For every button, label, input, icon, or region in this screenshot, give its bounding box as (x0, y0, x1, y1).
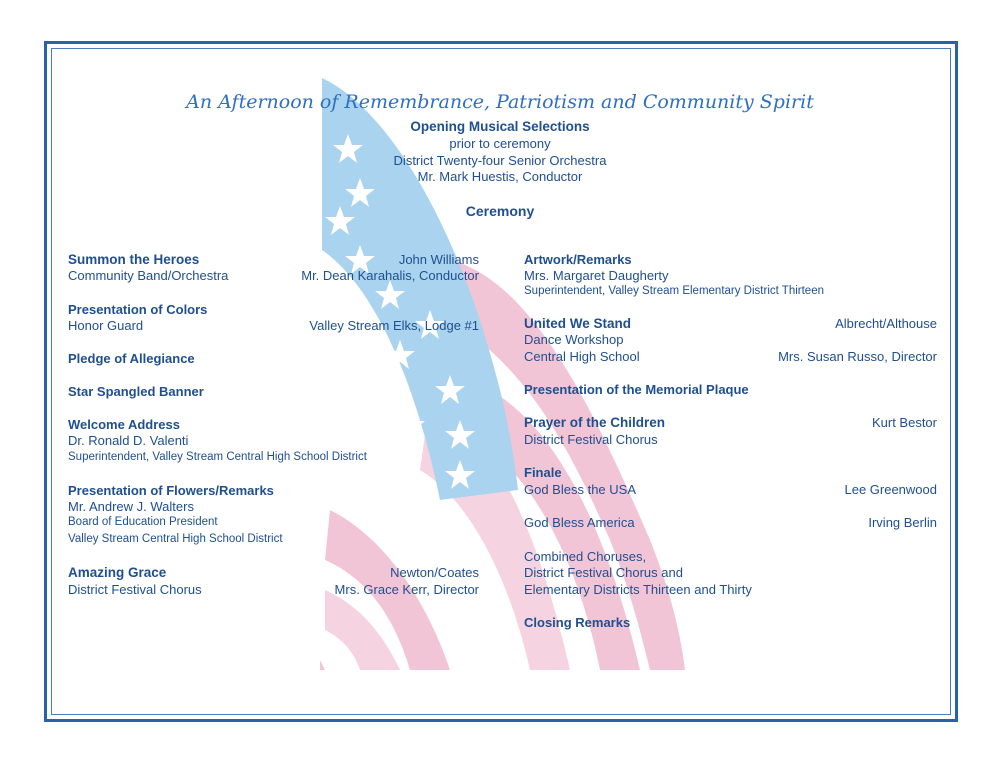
grace-performer: District Festival Chorus (68, 582, 202, 597)
opening-heading: Opening Musical Selections (410, 119, 590, 134)
finale-song1-row (524, 482, 937, 497)
artwork-role: Superintendent, Valley Stream Elementary District Thirteen (524, 285, 824, 297)
welcome-title: Welcome Address (68, 417, 180, 432)
banner-title: Star Spangled Banner (68, 384, 204, 399)
finale-composer1: Lee Greenwood (844, 482, 937, 497)
artwork-name: Mrs. Margaret Daugherty (524, 268, 669, 283)
united-performer: Dance Workshop (524, 332, 624, 347)
opening-sub: prior to ceremony (449, 136, 551, 151)
united-school: Central High School (524, 349, 640, 364)
prayer-performer: District Festival Chorus (524, 432, 658, 447)
prayer-composer: Kurt Bestor (871, 415, 937, 430)
opening-conductor: Mr. Mark Huestis, Conductor (417, 169, 583, 184)
pledge-title: Pledge of Allegiance (68, 351, 195, 366)
finale-title: Finale (524, 465, 562, 480)
ceremony-heading: Ceremony (465, 203, 535, 219)
program-title: An Afternoon of Remembrance, Patriotism and Community Spirit (186, 91, 814, 113)
choruses-line3: Elementary Districts Thirteen and Thirty (524, 582, 752, 597)
plaque-title: Presentation of the Memorial Plaque (524, 382, 749, 397)
colors-detail-row (68, 318, 479, 333)
colors-title: Presentation of Colors (68, 302, 208, 317)
finale-composer2: Irving Berlin (868, 515, 937, 530)
opening-ensemble: District Twenty-four Senior Orchestra (393, 153, 607, 168)
prayer-title: Prayer of the Children (524, 415, 666, 430)
united-title: United We Stand (524, 316, 632, 331)
choruses-line2: District Festival Chorus and (524, 565, 683, 580)
summon-detail-row (68, 268, 479, 283)
united-row (524, 316, 937, 331)
grace-detail-row (68, 582, 479, 597)
summon-performer: Community Band/Orchestra (68, 268, 229, 283)
prayer-row (524, 415, 937, 430)
summon-director: Mr. Dean Karahalis, Conductor (301, 268, 479, 283)
summon-row (68, 252, 479, 267)
flowers-org: Valley Stream Central High School District (68, 533, 283, 545)
flowers-role: Board of Education President (68, 516, 218, 528)
united-detail-row (524, 349, 937, 364)
finale-song1: God Bless the USA (524, 482, 636, 497)
summon-composer: John Williams (398, 252, 479, 267)
colors-org: Valley Stream Elks, Lodge #1 (309, 318, 479, 333)
grace-director: Mrs. Grace Kerr, Director (334, 582, 479, 597)
flowers-title: Presentation of Flowers/Remarks (68, 483, 274, 498)
choruses-line1: Combined Choruses, (524, 549, 647, 564)
artwork-title: Artwork/Remarks (524, 252, 632, 267)
welcome-role: Superintendent, Valley Stream Central High School District (68, 451, 367, 463)
finale-song2-row (524, 515, 937, 530)
closing-title: Closing Remarks (524, 615, 631, 630)
finale-song2: God Bless America (524, 515, 635, 530)
welcome-name: Dr. Ronald D. Valenti (68, 433, 189, 448)
flowers-name: Mr. Andrew J. Walters (68, 499, 194, 514)
grace-row (68, 565, 479, 580)
grace-title: Amazing Grace (68, 565, 167, 580)
colors-performer: Honor Guard (68, 318, 144, 333)
grace-composer: Newton/Coates (390, 565, 479, 580)
united-composer: Albrecht/Althouse (835, 316, 937, 331)
united-director: Mrs. Susan Russo, Director (778, 349, 937, 364)
summon-title: Summon the Heroes (68, 252, 200, 267)
